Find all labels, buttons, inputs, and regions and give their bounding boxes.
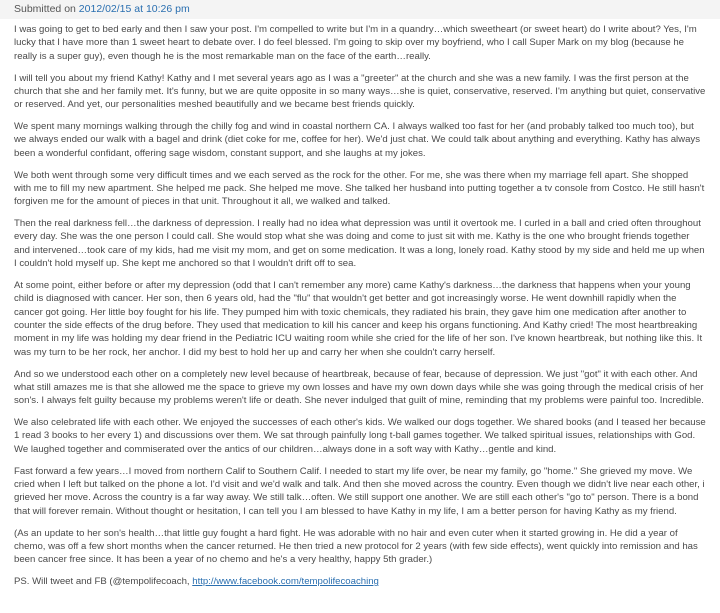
paragraph: We also celebrated life with each other. We enjoyed the successes of each other's kids. We walked our dogs together. We shared books (and I teased her because 1 read 3 books to her every 1) and discussions over them. We sat through painfully long t-ball games together. We talked spiritual issues, relationships with God. We laughed together and commiserated over the antics of our children…always done in a soft way with Kathy…gentle and kind.	[14, 417, 706, 455]
paragraph: (As an update to her son's health…that little guy fought a hard fight. He was adorable with no hair and even cuter when it started growing in. He did a year of chemo, was off a few short months when the cancer returned. He then tried a new protocol for 2 years (with few side effects), went quickly into remission and has been cancer free since. It has been a year of no chemo and he's a very healthy, happy 5th grader.)	[14, 527, 698, 566]
paragraph: We spent many mornings walking through the chilly fog and wind in coastal northern CA. I always walked too fast for her (and probably talked too much too), but we always ended our walk with a bagel and drink (diet coke for me, coffee for her). We'd just chat. We could talk about anything and everything. Kathy has always been a wonderful confidant, offering sage wisdom, constant support, and she laughs at my jokes.	[14, 121, 701, 159]
paragraph: I was going to get to bed early and then I saw your post. I'm compelled to write but I'm in a quandry…which sweetheart (or sweet heart) do I write about? Yes, I'm lucky that I have more than 1 sweet heart to debate over. I do feel blessed. I'm going to skip over my boyfriend, who I call Super Mark on my blog (because he really is a super guy), even though he is the most remarkable man on the face of the earth…really.	[14, 24, 697, 62]
ps-paragraph	[14, 575, 706, 588]
paragraph: Then the real darkness fell…the darkness of depression. I really had no idea what depression was until it overtook me. I curled in a ball and cried often throughout every day. She was the one person I could call. She would stop what she was doing and come to just sit with me. Kathy is the one who brought friends together and intervened…took care of my kids, had me visit my mom, and get on some medication. It was a long, lonely road. Kathy stood by my side and held me up when I couldn't hold myself up. She kept me anchored so that I wouldn't drift off to sea.	[14, 218, 705, 270]
paragraph: At some point, either before or after my depression (odd that I can't remember any more) came Kathy's darkness…the darkness that happens when your young child is diagnosed with cancer. Her son, then 6 years old, had the "flu" that wouldn't get better and got increasingly worse. He went downhill rapidly when the cancer got going. Her little boy fought for his life. They pumped him with toxic chemicals, they radiated his brain, they gave him one medication after another to counter the side effects of the drug before. They used that medication to kill his cancer and keep his organs functioning. And Kathy cried! The most heartbreaking moment in my life was holding my dear friend in the Pediatric ICU waiting room while she cried for the life of her son. I've known heartbreak, but nothing like this. It was my turn to be her rock, her anchor. I did my best to hold her up and carry her when she couldn't carry herself.	[14, 280, 703, 358]
paragraph: Fast forward a few years…I moved from northern Calif to Southern Calif. I needed to start my life over, be near my family, go "home." She grieved my move. We cried when I left but talked on the phone a lot. I'd visit and we'd walk and talk. And then she moved across the country. Even though we didn't live near each other, i grieved her move. Across the country is a far way away. We still talk…often. We still support one another. We are still each other's "go to" person. There is a bond that will forever remain. Without thought or hesitation, I can tell you I am blessed to have Kathy in my life, I am a better person for having Kathy as my friend.	[14, 465, 705, 517]
paragraph: I will tell you about my friend Kathy! Kathy and I met several years ago as I was a "greeter" at the church and she was a new family. I was the first person at the church that she and her family met. It's funny, but we are quite opposite in so many ways…she is quiet, conservative, reserved. I'm anything but quiet, conservative or reserved. And yet, our personalities meshed beautifully and we became best friends quickly.	[14, 72, 706, 111]
comment-header	[0, 0, 720, 19]
comment-date-link[interactable]: 2012/02/15 at 10:26 pm	[78, 3, 190, 15]
comment-body	[14, 19, 706, 588]
paragraph: We both went through some very difficult times and we each served as the rock for the other. For me, she was there when my marriage fell apart. She shopped with me to fill my new apartment. She helped me pack. She helped me move. She talked her husband into putting together a tv console from Costco. He still hasn't forgiven me for the amount of pieces in that unit. Throughout it all, we walked and talked.	[14, 169, 705, 208]
paragraph: And so we understood each other on a completely new level because of heartbreak, because of fear, because of depression. We just "got" it with each other. And what still amazes me is that she allowed me the space to grieve my own losses and have my own down days while she was going through the medical crisis of her son's. I always felt guilty because my problems weren't life or death. She never indulged that guilt of mine, reminding that my problems were painful too. Incredible.	[14, 368, 704, 407]
facebook-link[interactable]: http://www.facebook.com/tempolifecoaching	[192, 576, 379, 588]
submitted-label: Submitted on	[14, 3, 79, 15]
ps-text: PS. Will tweet and FB (@tempolifecoach,	[14, 576, 193, 588]
